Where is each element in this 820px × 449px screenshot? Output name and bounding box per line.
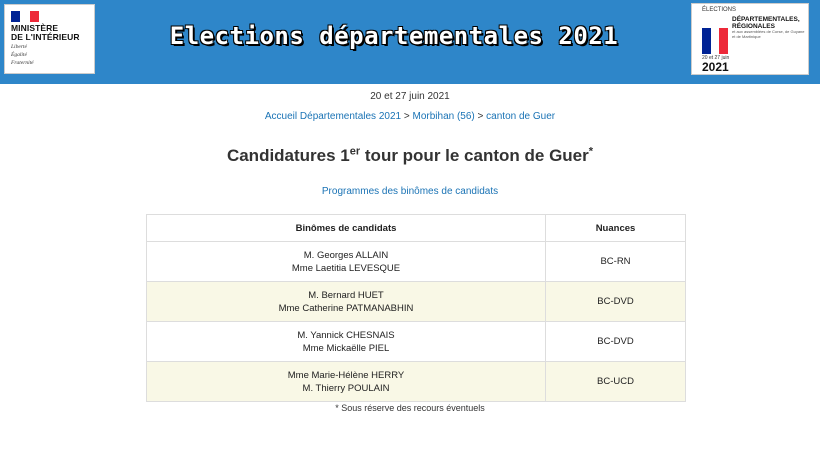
elections-logo-text: [732, 16, 806, 39]
title-asterisk: *: [588, 145, 594, 158]
title-ordinal: er: [349, 145, 361, 158]
candidate-name: Mme Catherine PATMANABHIN: [278, 302, 414, 314]
nuance-cell: BC-DVD: [546, 282, 686, 322]
breadcrumb-separator: >: [474, 111, 487, 122]
title-prefix: Candidatures 1: [226, 146, 350, 165]
breadcrumb-home-link[interactable]: Accueil Départementales 2021: [264, 111, 402, 122]
page-title: [0, 146, 820, 166]
candidate-name: M. Thierry POULAIN: [302, 382, 390, 394]
column-header-binomes: Binômes de candidats: [147, 215, 546, 242]
breadcrumb-separator: >: [401, 111, 413, 122]
candidate-name: M. Bernard HUET: [308, 289, 384, 301]
logo-date-block: [702, 54, 729, 74]
candidates-cell: [147, 282, 546, 322]
nuance-cell: BC-UCD: [546, 362, 686, 402]
logo-regionales: RÉGIONALES: [732, 23, 775, 30]
candidate-name: M. Yannick CHESNAIS: [297, 329, 395, 341]
breadcrumb: [0, 111, 820, 122]
french-flag-icon: [702, 28, 728, 54]
nuance-cell: BC-DVD: [546, 322, 686, 362]
table-header-row: [147, 215, 686, 242]
candidate-name: Mme Marie-Hélène HERRY: [287, 369, 405, 381]
candidates-cell: [147, 362, 546, 402]
candidate-name: Mme Mickaëlle PIEL: [302, 342, 390, 354]
footnote: * Sous réserve des recours éventuels: [335, 403, 485, 413]
logo-line-1: MINISTÈRE: [11, 23, 59, 33]
candidate-name: Mme Laetitia LEVESQUE: [291, 262, 401, 274]
page-banner-title: Elections départementales 2021: [169, 22, 619, 50]
candidate-name: M. Georges ALLAIN: [303, 249, 389, 261]
motto-egalite: Égalité: [11, 52, 27, 58]
elections-label: ÉLECTIONS: [702, 7, 737, 13]
table-row: [147, 322, 686, 362]
candidates-cell: [147, 242, 546, 282]
programmes-block: [0, 186, 820, 197]
column-header-nuances: Nuances: [546, 215, 686, 242]
motto-liberte: Liberté: [11, 44, 27, 50]
logo-dates: 20 et 27 juin: [702, 55, 730, 61]
title-suffix: tour pour le canton de Guer: [360, 146, 589, 165]
breadcrumb-canton-link[interactable]: canton de Guer: [486, 111, 556, 122]
logo-departementales: DÉPARTEMENTALES,: [732, 16, 800, 23]
logo-year: 2021: [702, 60, 729, 74]
election-dates: 20 et 27 juin 2021: [370, 91, 450, 102]
candidates-table: [146, 214, 686, 402]
table-row: [147, 282, 686, 322]
programmes-link[interactable]: Programmes des binômes de candidats: [321, 186, 499, 197]
french-flag-icon: [11, 11, 39, 22]
breadcrumb-department-link[interactable]: Morbihan (56): [412, 111, 475, 122]
logo-assemblees: et aux assemblées de Corse, de Guyane et de Martinique: [732, 29, 805, 39]
logo-line-2: DE L'INTÉRIEUR: [11, 32, 80, 42]
header-banner: [0, 0, 820, 84]
candidates-cell: [147, 322, 546, 362]
motto-fraternite: Fraternité: [11, 60, 34, 66]
table-row: [147, 242, 686, 282]
table-row: [147, 362, 686, 402]
ministere-interieur-logo[interactable]: [4, 4, 95, 74]
elections-2021-logo[interactable]: [691, 3, 809, 75]
nuance-cell: BC-RN: [546, 242, 686, 282]
